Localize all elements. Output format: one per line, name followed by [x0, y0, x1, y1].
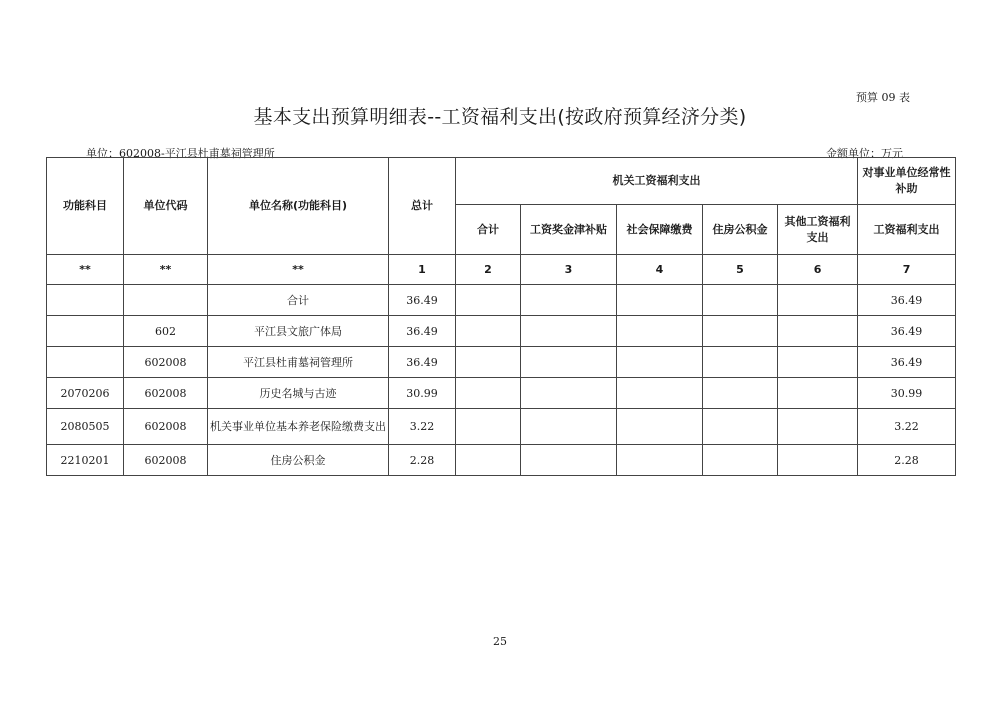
cell-salary-welfare: 3.22 — [858, 409, 956, 445]
cell-unit-name: 平江县文旅广体局 — [208, 316, 389, 347]
cell-total: 2.28 — [389, 445, 456, 476]
header-total: 总计 — [389, 158, 456, 255]
cell-unit-code: 602008 — [124, 347, 208, 378]
index-cell: 3 — [521, 255, 617, 285]
cell-unit-code: 602008 — [124, 445, 208, 476]
cell-social-security — [617, 445, 703, 476]
index-row — [47, 255, 956, 285]
cell-unit-name: 合计 — [208, 285, 389, 316]
index-cell: ** — [208, 255, 389, 285]
cell-subtotal — [456, 285, 521, 316]
cell-salary — [521, 445, 617, 476]
cell-function-code — [47, 347, 124, 378]
header-housing-fund: 住房公积金 — [703, 205, 778, 255]
header-other: 其他工资福利支出 — [778, 205, 858, 255]
unit-label: 单位：602008-平江县杜甫墓祠管理所 — [86, 147, 275, 160]
cell-salary-welfare: 36.49 — [858, 316, 956, 347]
cell-function-code: 2210201 — [47, 445, 124, 476]
cell-salary — [521, 347, 617, 378]
cell-salary-welfare: 2.28 — [858, 445, 956, 476]
header-subsidy-group: 对事业单位经常性补助 — [858, 158, 956, 205]
cell-salary — [521, 285, 617, 316]
cell-salary-welfare: 36.49 — [858, 347, 956, 378]
cell-subtotal — [456, 347, 521, 378]
cell-total: 36.49 — [389, 285, 456, 316]
cell-function-code — [47, 316, 124, 347]
cell-other — [778, 316, 858, 347]
cell-total: 36.49 — [389, 347, 456, 378]
page-title: 基本支出预算明细表--工资福利支出(按政府预算经济分类) — [253, 106, 747, 128]
index-cell: 4 — [617, 255, 703, 285]
index-cell: 5 — [703, 255, 778, 285]
header-unit-name: 单位名称(功能科目) — [208, 158, 389, 255]
cell-total: 30.99 — [389, 378, 456, 409]
cell-social-security — [617, 409, 703, 445]
index-cell: ** — [47, 255, 124, 285]
cell-total: 3.22 — [389, 409, 456, 445]
index-cell: ** — [124, 255, 208, 285]
cell-unit-code: 602008 — [124, 378, 208, 409]
cell-function-code: 2080505 — [47, 409, 124, 445]
amount-unit-label: 金额单位：万元 — [826, 147, 903, 160]
cell-other — [778, 347, 858, 378]
cell-function-code — [47, 285, 124, 316]
cell-subtotal — [456, 316, 521, 347]
table-row — [47, 285, 956, 316]
cell-unit-name: 住房公积金 — [208, 445, 389, 476]
cell-other — [778, 378, 858, 409]
cell-unit-code — [124, 285, 208, 316]
cell-housing-fund — [703, 445, 778, 476]
cell-other — [778, 409, 858, 445]
cell-salary-welfare: 30.99 — [858, 378, 956, 409]
table-row — [47, 378, 956, 409]
header-unit-code: 单位代码 — [124, 158, 208, 255]
cell-salary-welfare: 36.49 — [858, 285, 956, 316]
cell-social-security — [617, 347, 703, 378]
cell-social-security — [617, 378, 703, 409]
table-row — [47, 445, 956, 476]
table-row — [47, 409, 956, 445]
cell-housing-fund — [703, 316, 778, 347]
form-number: 预算 09 表 — [856, 91, 910, 104]
header-agency-group: 机关工资福利支出 — [456, 158, 858, 205]
cell-subtotal — [456, 409, 521, 445]
cell-subtotal — [456, 378, 521, 409]
cell-social-security — [617, 285, 703, 316]
cell-housing-fund — [703, 285, 778, 316]
cell-housing-fund — [703, 409, 778, 445]
header-function-code: 功能科目 — [47, 158, 124, 255]
cell-salary — [521, 316, 617, 347]
cell-total: 36.49 — [389, 316, 456, 347]
index-cell: 6 — [778, 255, 858, 285]
cell-housing-fund — [703, 347, 778, 378]
header-social-security: 社会保障缴费 — [617, 205, 703, 255]
header-salary-welfare: 工资福利支出 — [858, 205, 956, 255]
cell-housing-fund — [703, 378, 778, 409]
cell-other — [778, 445, 858, 476]
cell-social-security — [617, 316, 703, 347]
cell-subtotal — [456, 445, 521, 476]
table-row — [47, 347, 956, 378]
cell-other — [778, 285, 858, 316]
cell-unit-code: 602008 — [124, 409, 208, 445]
cell-unit-name: 机关事业单位基本养老保险缴费支出 — [208, 409, 389, 445]
index-cell: 7 — [858, 255, 956, 285]
header-salary: 工资奖金津补贴 — [521, 205, 617, 255]
cell-unit-name: 平江县杜甫墓祠管理所 — [208, 347, 389, 378]
budget-table — [46, 157, 956, 476]
cell-function-code: 2070206 — [47, 378, 124, 409]
cell-unit-name: 历史名城与古迹 — [208, 378, 389, 409]
page-number: 25 — [493, 635, 507, 648]
cell-salary — [521, 409, 617, 445]
header-subtotal: 合计 — [456, 205, 521, 255]
cell-salary — [521, 378, 617, 409]
index-cell: 1 — [389, 255, 456, 285]
table-row — [47, 316, 956, 347]
index-cell: 2 — [456, 255, 521, 285]
cell-unit-code: 602 — [124, 316, 208, 347]
header-row-1 — [47, 158, 956, 205]
